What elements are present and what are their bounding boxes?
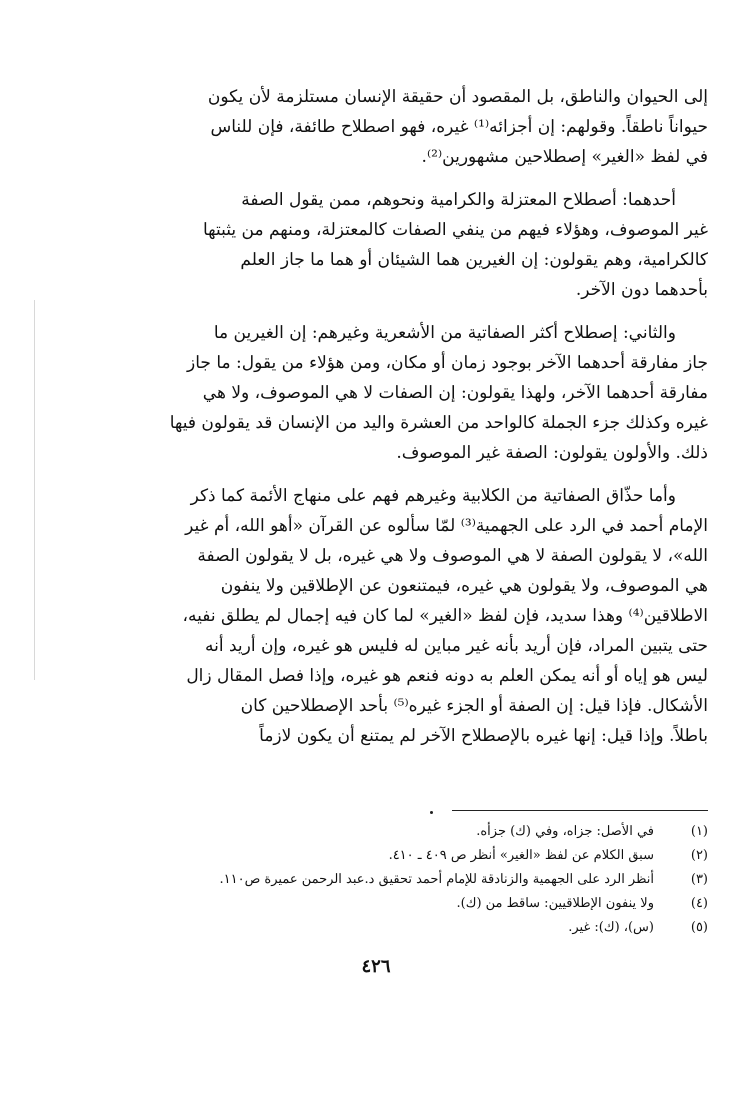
footnote-1 [88,820,708,844]
paragraph-2 [88,185,708,305]
footnote-text: (س)، (ك): غير. [568,920,654,935]
footnotes [88,820,708,940]
text-line: الأشكال. فإذا قيل: إن الصفة أو الجزء غيره⁽⁵⁾ بأحد الإصطلاحين كان [240,696,708,716]
text-line: حيواناً ناطقاً. وقولهم: إن أجزائه⁽¹⁾ غيره، فهو اصطلاح طائفة، فإن للناس [210,117,708,137]
text-line: الاطلاقين⁽⁴⁾ وهذا سديد، فإن لفظ «الغير» لما كان فيه إجمال لم يطلق نفيه، [182,606,708,626]
text-line: جاز مفارقة أحدهما الآخر بوجود زمان أو مكان، ومن هؤلاء من يقول: ما جاز [187,353,708,373]
text-line: كالكرامية، وهم يقولون: إن الغيرين هما الشيئان أو هما ما جاز العلم [240,250,708,270]
text-line: في لفظ «الغير» إصطلاحين مشهورين⁽²⁾. [421,147,708,167]
footnote-divider [452,810,708,811]
text-line: الإمام أحمد في الرد على الجهمية⁽³⁾ لمّا سألوه عن القرآن «أهو الله، أم غير [185,516,708,536]
footnote-4 [88,892,708,916]
text-line: إلى الحيوان والناطق، بل المقصود أن حقيقة الإنسان مستلزمة لأن يكون [207,87,708,107]
text-line: باطلاً. وإذا قيل: إنها غيره بالإصطلاح الآخر لم يمتنع أن يكون لازماً [259,726,708,746]
text-line: مفارقة أحدهما الآخر، ولهذا يقولون: إن الصفات لا هي الموصوف، ولا هي [202,383,708,403]
text-line: والثاني: إصطلاح أكثر الصفاتية من الأشعرية وغيرهم: إن الغيرين ما [213,323,676,343]
footnote-text: سبق الكلام عن لفظ «الغير» أنظر ص ٤٠٩ ـ ٤١٠. [388,848,654,863]
footnote-number: (٥) [690,920,708,935]
footnote-3 [88,868,708,892]
text-line: غير الموصوف، وهؤلاء فيهم من ينفي الصفات كالمعتزلة، ومنهم من يثبتها [203,220,708,240]
ink-dot [430,811,433,814]
text-line: ليس هو إياه أو أنه يمكن العلم به دونه فنعم هو غيره، وإذا فصل المقال زال [186,666,708,686]
paragraph-3 [88,318,708,468]
text-line: ذلك. والأولون يقولون: الصفة غير الموصوف. [396,443,708,463]
text-line: الله»، لا يقولون الصفة لا هي الموصوف ولا هي غيره، بل لا يقولون الصفة [197,546,708,566]
page-number: ٤٢٦ [361,956,391,977]
text-line: بأحدهما دون الآخر. [575,280,708,300]
paragraph-gap [88,305,708,318]
text-line: أحدهما: أصطلاح المعتزلة والكرامية ونحوهم، ممن يقول الصفة [241,190,676,210]
text-line: وأما حذّاق الصفاتية من الكلابية وغيرهم فهم على منهاج الأئمة كما ذكر [190,486,676,506]
text-line: غيره وكذلك جزء الجملة كالواحد من العشرة واليد من الإنسان قد يقولون فيها [169,413,708,433]
footnote-2 [88,844,708,868]
paragraph-gap [88,468,708,481]
footnote-number: (١) [690,824,708,839]
footnote-text: أنظر الرد على الجهمية والزنادقة للإمام أحمد تحقيق د.عبد الرحمن عميرة ص١١٠. [219,872,654,887]
footnote-number: (٣) [690,872,708,887]
scan-edge-mark [34,300,35,680]
main-text [88,82,708,751]
footnote-number: (٤) [690,896,708,911]
footnote-text: في الأصل: جزاه، وفي (ك) جزأه. [476,824,654,839]
footnote-text: ولا ينفون الإطلاقيين: ساقط من (ك). [456,896,654,911]
paragraph-gap [88,172,708,185]
paragraph-1 [88,82,708,172]
text-line: حتى يتبين المراد، فإن أريد بأنه غير مباين له فليس هو غيره، وإن أريد أنه [204,636,708,656]
footnote-5 [88,916,708,940]
footnote-number: (٢) [690,848,708,863]
paragraph-4 [88,481,708,751]
text-line: هي الموصوف، ولا يقولون هي غيره، فيمتنعون عن الإطلاقين ولا ينفون [220,576,708,596]
